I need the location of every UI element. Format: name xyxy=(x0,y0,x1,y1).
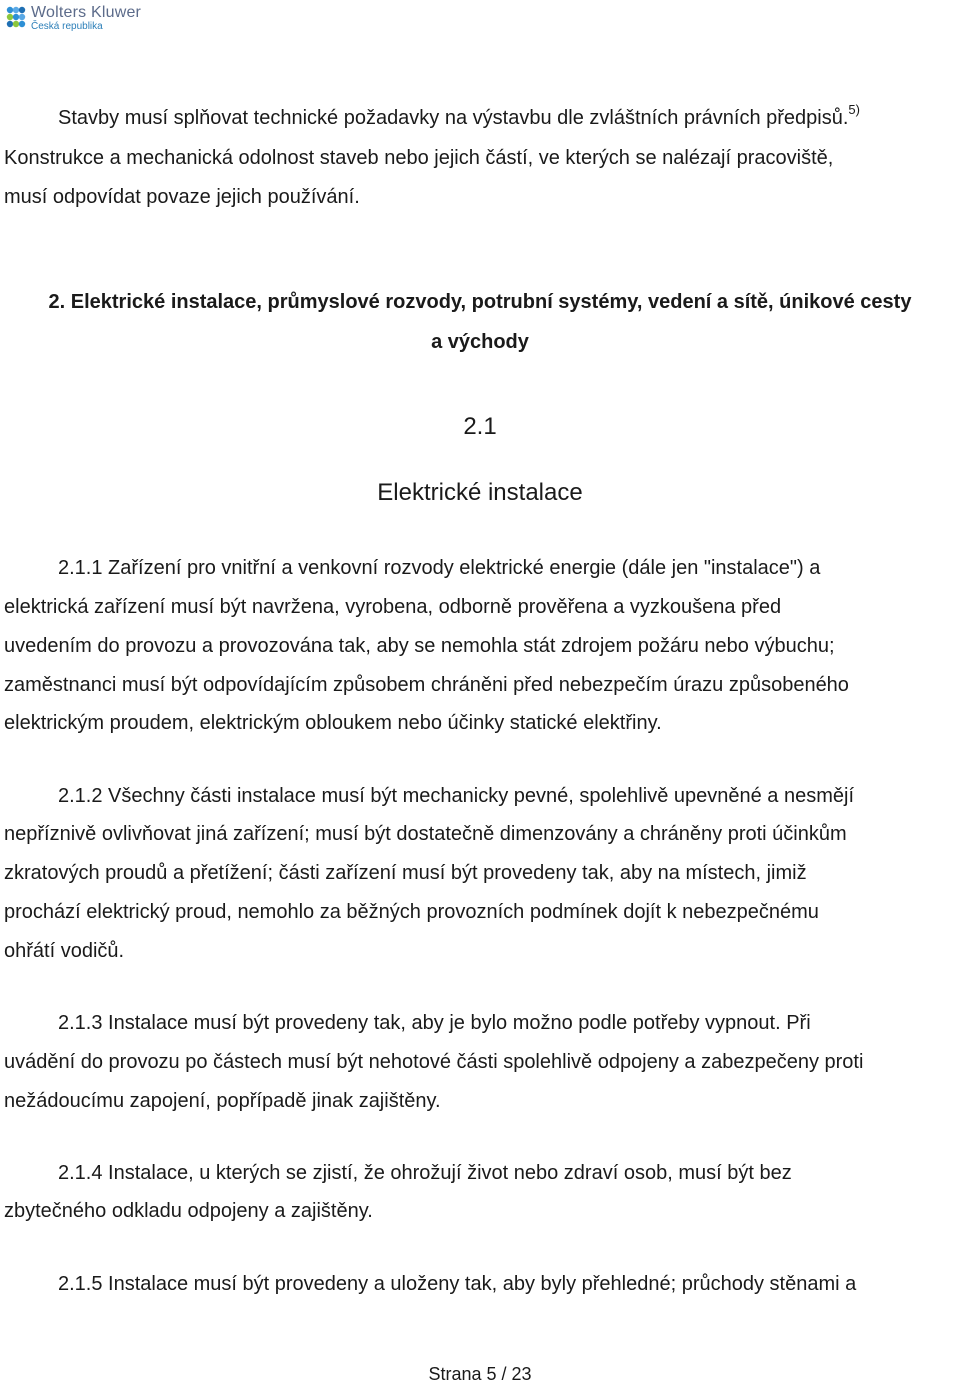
page-number: Strana 5 / 23 xyxy=(428,1364,532,1384)
p211-line-2: elektrická zařízení musí být navržena, vyrobena, odborně prověřena a vyzkoušena před xyxy=(4,596,782,618)
p212-line-1: 2.1.2 Všechny části instalace musí být mechanicky pevné, spolehlivě upevněné a nesmějí xyxy=(58,785,854,807)
p213-line-1: 2.1.3 Instalace musí být provedeny tak, aby je bylo možno podle potřeby vypnout. Při xyxy=(58,1012,811,1034)
intro-line-3: musí odpovídat povaze jejich používání. xyxy=(4,186,360,208)
section-2-heading-line-2: a východy xyxy=(431,331,529,353)
p211-line-5: elektrickým proudem, elektrickým obloukem nebo účinky statické elektřiny. xyxy=(4,712,662,734)
p213-line-2: uvádění do provozu po částech musí být nehotové části spolehlivě odpojeny a zabezpečeny proti xyxy=(4,1051,864,1073)
footnote-ref: 5) xyxy=(848,102,860,117)
p212-line-3: zkratových proudů a přetížení; části zařízení musí být provedeny tak, aby na místech, jimiž xyxy=(4,862,807,884)
p214-line-2: zbytečného odkladu odpojeny a zajištěny. xyxy=(4,1200,373,1222)
p215-line-1: 2.1.5 Instalace musí být provedeny a uloženy tak, aby byly přehledné; průchody stěnami a xyxy=(58,1273,857,1295)
wolters-kluwer-logo xyxy=(4,4,141,32)
wolters-kluwer-logo-icon xyxy=(4,4,28,32)
section-2-1-title: Elektrické instalace xyxy=(377,479,583,506)
section-2-1-number: 2.1 xyxy=(463,413,497,440)
p212-line-2: nepříznivě ovlivňovat jiná zařízení; musí být dostatečně dimenzovány a chráněny proti účinkům xyxy=(4,823,847,845)
logo-brand-name: Wolters Kluwer xyxy=(31,3,142,21)
p212-line-5: ohřátí vodičů. xyxy=(4,940,125,962)
logo-country: Česká republika xyxy=(31,20,103,32)
p214-line-1: 2.1.4 Instalace, u kterých se zjistí, že ohrožují život nebo zdraví osob, musí být bez xyxy=(58,1162,792,1184)
p211-line-1: 2.1.1 Zařízení pro vnitřní a venkovní rozvody elektrické energie (dále jen "instalace") a xyxy=(58,557,821,579)
p211-line-3: uvedením do provozu a provozována tak, aby se nemohla stát zdrojem požáru nebo výbuchu; xyxy=(4,635,835,657)
intro-line-1 xyxy=(58,102,956,130)
p212-line-4: prochází elektrický proud, nemohlo za běžných provozních podmínek dojít k nebezpečnému xyxy=(4,901,819,923)
p211-line-4: zaměstnanci musí být odpovídajícím způsobem chráněni před nebezpečím úrazu způsobeného xyxy=(4,674,849,696)
intro-line-2: Konstrukce a mechanická odolnost staveb nebo jejich částí, ve kterých se nalézají pracoviště, xyxy=(4,147,834,169)
section-2-heading-line-1: 2. Elektrické instalace, průmyslové rozvody, potrubní systémy, vedení a sítě, únikové cesty xyxy=(48,291,912,313)
intro-line-1-text: Stavby musí splňovat technické požadavky na výstavbu dle zvláštních právních předpisů. xyxy=(58,107,849,129)
p213-line-3: nežádoucímu zapojení, popřípadě jinak zajištěny. xyxy=(4,1090,441,1112)
